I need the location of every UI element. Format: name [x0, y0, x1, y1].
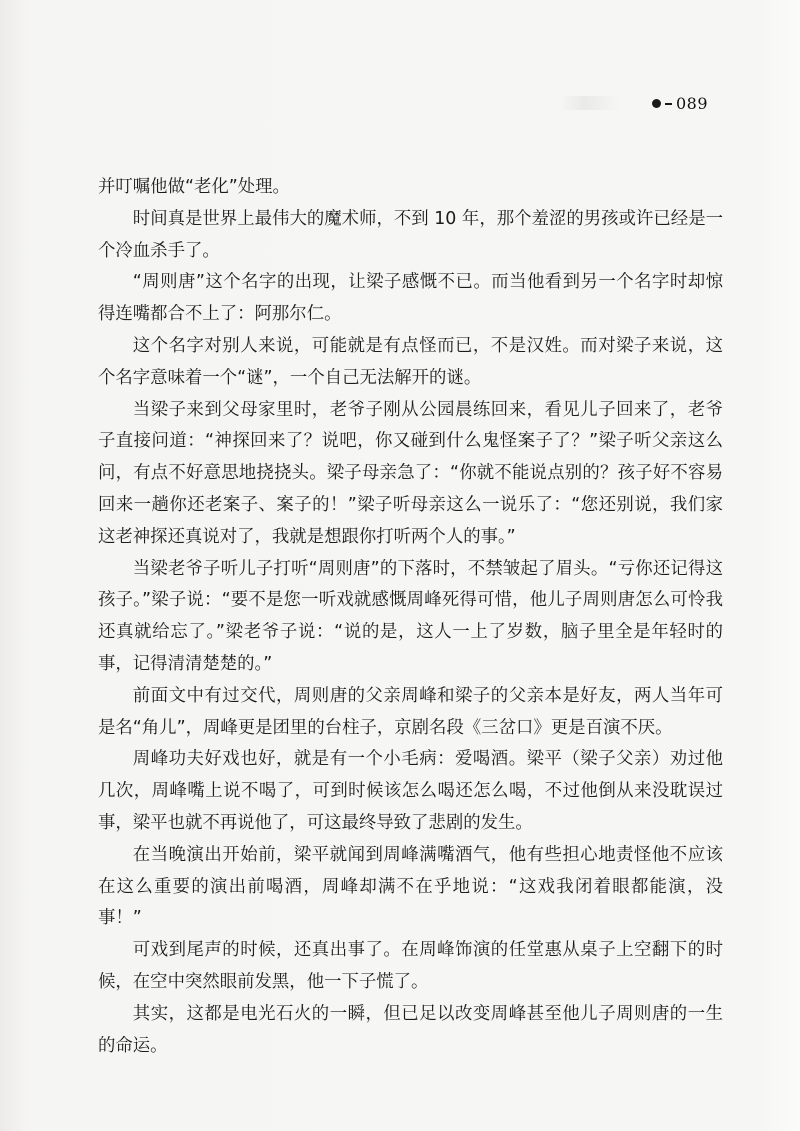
body-text: [98, 172, 723, 1062]
paragraph: “周则唐”这个名字的出现，让梁子感慨不已。而当他看到另一个名字时却惊得连嘴都合不上了：阿那尔仁。: [98, 272, 723, 325]
paragraph: 当梁子来到父母家里时，老爷子刚从公园晨练回来，看见儿子回来了，老爷子直接问道：“神探回来了？说吧，你又碰到什么鬼怪案子了？”梁子听父亲这么问，有点不好意思地挠挠头。梁子母亲急了：“你就不能说点别的？孩子好不容易回来一趟你还老案子、案子的！”梁子听母亲这么一说乐了：“您还别说，我们家这老神探还真说对了，我就是想跟你打听两个人的事。”: [98, 399, 723, 547]
paragraph: 前面文中有过交代，周则唐的父亲周峰和梁子的父亲本是好友，两人当年可是名“角儿”，周峰更是团里的台柱子，京剧名段《三岔口》更是百演不厌。: [98, 685, 723, 738]
paragraph: 时间真是世界上最伟大的魔术师，不到 10 年，那个羞涩的男孩或许已经是一个冷血杀手了。: [98, 208, 723, 261]
header-bleed-through: [560, 96, 620, 110]
paragraph: 这个名字对别人来说，可能就是有点怪而已，不是汉姓。而对梁子来说，这个名字意味着一个“谜”，一个自己无法解开的谜。: [98, 335, 723, 388]
paragraph: 在当晚演出开始前，梁平就闻到周峰满嘴酒气，他有些担心地责怪他不应该在这么重要的演出前喝酒，周峰却满不在乎地说：“这戏我闭着眼都能演，没事！”: [98, 844, 723, 929]
bullet-icon: [652, 99, 661, 108]
paragraph-continued: 并叮嘱他做“老化”处理。: [98, 177, 290, 197]
page-number: 089: [675, 94, 708, 113]
paragraph: 可戏到尾声的时候，还真出事了。在周峰饰演的任堂惠从桌子上空翻下的时候，在空中突然眼前发黑，他一下子慌了。: [98, 940, 723, 992]
paragraph: 其实，这都是电光石火的一瞬，但已足以改变周峰甚至他儿子周则唐的一生的命运。: [98, 1003, 723, 1056]
paragraph: 周峰功夫好戏也好，就是有一个小毛病：爱喝酒。梁平（梁子父亲）劝过他几次，周峰嘴上说不喝了，可到时候该怎么喝还怎么喝，不过他倒从来没耽误过事，梁平也就不再说他了，可这最终导致了悲剧的发生。: [98, 749, 723, 833]
running-header: [652, 94, 708, 113]
paragraph: 当梁老爷子听儿子打听“周则唐”的下落时，不禁皱起了眉头。“亏你还记得这孩子。”梁子说：“要不是您一听戏就感慨周峰死得可惜，他儿子周则唐怎么可怜我还真就给忘了。”梁老爷子说：“说的是，这人一上了岁数，脑子里全是年轻时的事，记得清清楚楚的。”: [98, 558, 723, 674]
dash-icon: [665, 103, 672, 105]
